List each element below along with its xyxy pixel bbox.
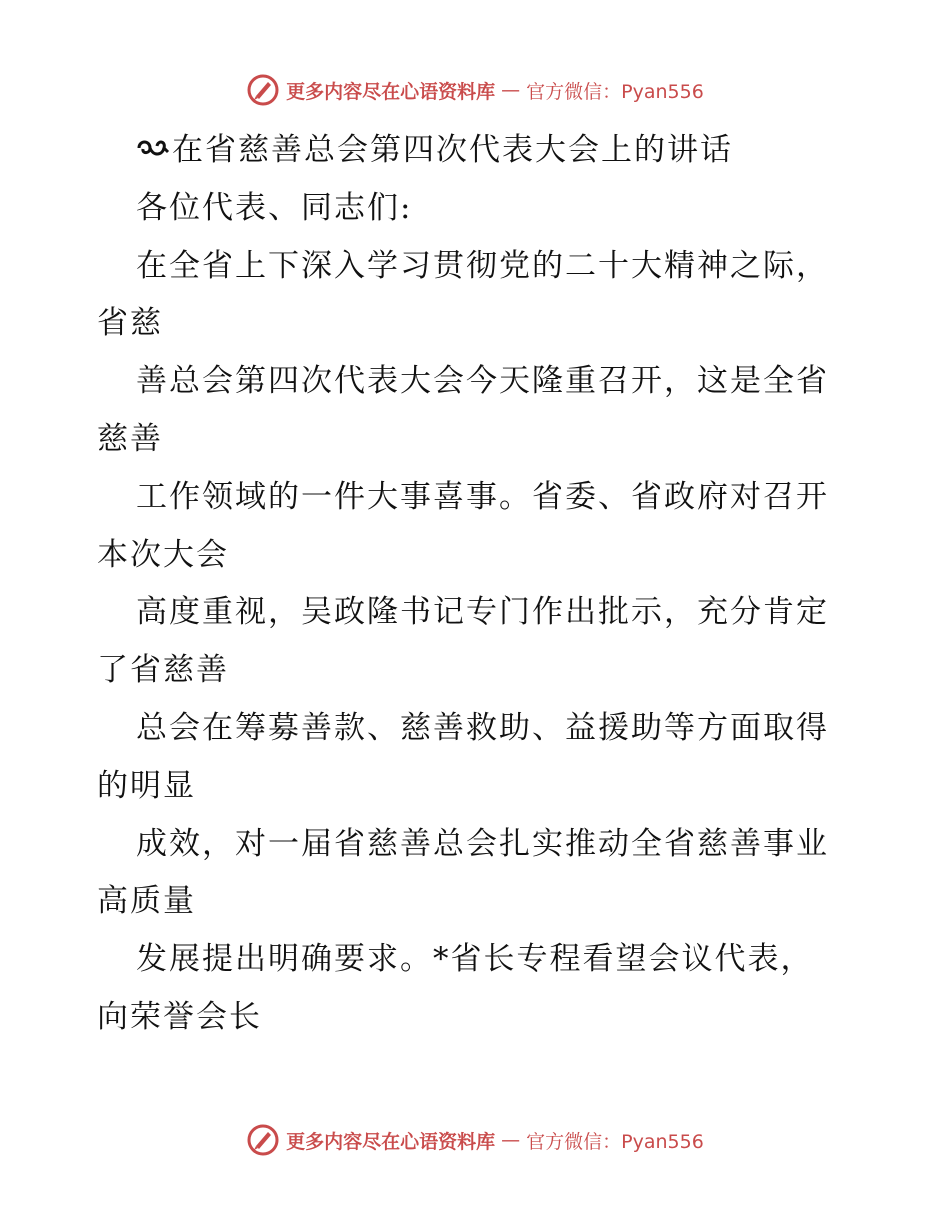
body-line: 总会在筹募善款、慈善救助、益援助等方面取得 — [136, 709, 829, 746]
header-banner — [0, 70, 950, 110]
body-line: 向荣誉会长 — [97, 998, 262, 1035]
body-line: 发展提出明确要求。*省长专程看望会议代表， — [136, 941, 814, 978]
banner-wechat-text: 官方微信：Pyan556 — [526, 1130, 704, 1153]
flourish-icon — [136, 136, 170, 162]
body-line: 慈善 — [97, 420, 163, 457]
body-line: 的明显 — [97, 767, 196, 804]
document-body — [97, 122, 857, 1047]
body-line: 了省慈善 — [97, 652, 229, 689]
banner-main-text: 更多内容尽在心语资料库 — [286, 80, 496, 103]
body-line: 在全省上下深入学习贯彻党的二十大精神之际， — [136, 247, 829, 284]
banner-main-text: 更多内容尽在心语资料库 — [286, 1130, 496, 1153]
body-line: 省慈 — [97, 305, 163, 342]
document-title — [97, 122, 857, 180]
library-logo-icon — [246, 73, 280, 107]
banner-dash: — — [501, 79, 521, 101]
body-line: 工作领域的一件大事喜事。省委、省政府对召开 — [136, 478, 829, 515]
library-logo-icon — [246, 1123, 280, 1157]
body-line: 高质量 — [97, 883, 196, 920]
body-line: 各位代表、同志们: — [136, 189, 413, 226]
body-line: 高度重视，吴政隆书记专门作出批示，充分肯定 — [136, 594, 829, 631]
footer-banner — [0, 1120, 950, 1160]
document-title-text: 在省慈善总会第四次代表大会上的讲话 — [172, 132, 733, 168]
body-line: 本次大会 — [97, 536, 229, 573]
banner-wechat-text: 官方微信：Pyan556 — [526, 80, 704, 103]
banner-dash: — — [501, 1129, 521, 1151]
body-line: 善总会第四次代表大会今天隆重召开，这是全省 — [136, 363, 829, 400]
body-line: 成效，对一届省慈善总会扎实推动全省慈善事业 — [136, 825, 829, 862]
